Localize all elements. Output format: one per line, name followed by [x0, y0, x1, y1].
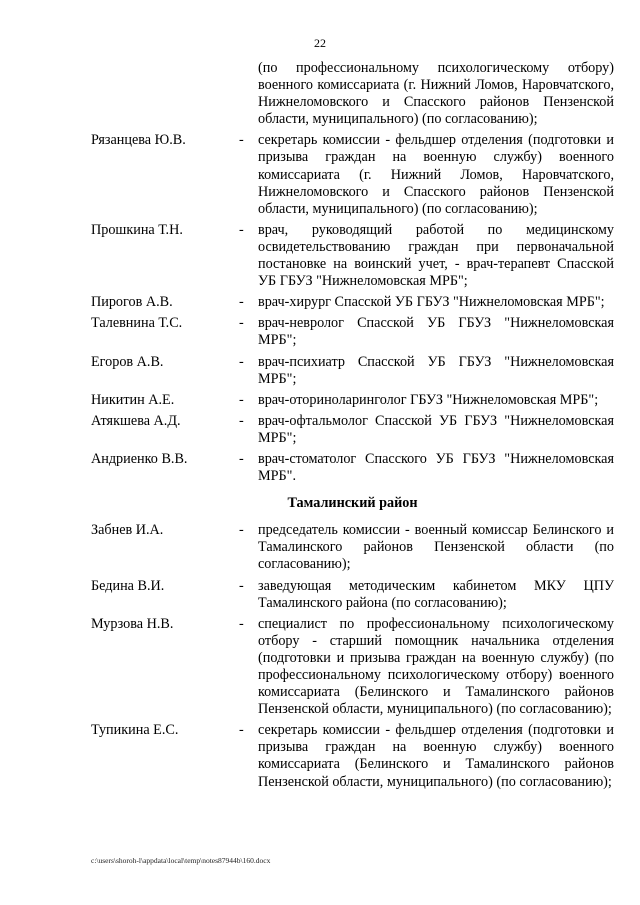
- separator-dash: -: [239, 522, 244, 539]
- separator-dash: -: [239, 315, 244, 332]
- member-name: Егоров А.В.: [91, 353, 164, 370]
- member-name: Бедина В.И.: [91, 577, 165, 594]
- member-role: врач-оториноларинголог ГБУЗ "Нижнеломовская МРБ";: [258, 391, 599, 408]
- member-name: Забнев И.А.: [91, 522, 164, 539]
- list-item: [91, 616, 614, 719]
- member-name: Талевнина Т.С.: [91, 315, 183, 332]
- file-path-footer: c:\users\shoroh-l\appdata\local\temp\notes87944b\160.docx: [91, 856, 271, 865]
- member-role: заведующая методическим кабинетом МКУ ЦПУ Тамалинского района (по согласованию);: [258, 577, 614, 611]
- list-item: [91, 354, 614, 388]
- separator-dash: -: [239, 221, 244, 238]
- separator-dash: -: [239, 450, 244, 467]
- member-name: Тупикина Е.С.: [91, 722, 179, 739]
- separator-dash: -: [239, 294, 244, 311]
- member-name: Пирогов А.В.: [91, 294, 173, 311]
- page-number: 22: [314, 36, 326, 50]
- member-role: врач-невролог Спасской УБ ГБУЗ "Нижнеломовская МРБ";: [258, 315, 614, 349]
- member-role: врач, руководящий работой по медицинскому освидетельствованию граждан при первоначальной постановке на воинский учет, - врач-терапевт Спасской УБ ГБУЗ "Нижнеломовская МРБ";: [258, 221, 614, 290]
- list-item: [91, 222, 614, 290]
- separator-dash: -: [239, 615, 244, 632]
- list-item: [91, 294, 614, 311]
- section-title: Тамалинский район: [287, 495, 418, 512]
- separator-dash: -: [239, 353, 244, 370]
- separator-dash: -: [239, 577, 244, 594]
- member-role: секретарь комиссии - фельдшер отделения (подготовки и призыва граждан на военную службу) военного комиссариата (Белинского и Тамалинского районов Пензенской области, муниципального) (по согласованию);: [258, 722, 614, 790]
- separator-dash: -: [239, 132, 244, 149]
- list-item: [91, 722, 614, 790]
- separator-dash: -: [239, 722, 244, 739]
- list-item: [91, 392, 614, 409]
- separator-dash: -: [239, 391, 244, 408]
- member-role: врач-стоматолог Спасского УБ ГБУЗ "Нижнеломовская МРБ".: [258, 450, 614, 485]
- member-role: председатель комиссии - военный комиссар Белинского и Тамалинского районов Пензенской области (по согласованию);: [258, 522, 614, 573]
- list-item: [91, 132, 614, 217]
- member-name: Прошкина Т.Н.: [91, 221, 183, 238]
- member-role: врач-психиатр Спасской УБ ГБУЗ "Нижнеломовская МРБ";: [258, 353, 614, 387]
- member-role: врач-офтальмолог Спасской УБ ГБУЗ "Нижнеломовская МРБ";: [258, 412, 614, 446]
- member-name: Атякшева А.Д.: [91, 412, 181, 429]
- member-name: Андриенко В.В.: [91, 450, 188, 467]
- member-name: Никитин А.Е.: [91, 391, 175, 408]
- member-role: секретарь комиссии - фельдшер отделения (подготовки и призыва граждан на военную службу) военного комиссариата (г. Нижний Ломов, Наровчатского, Нижнеломовского и Спасского районов Пензенской области, муниципального) (по согласованию);: [258, 132, 614, 217]
- continuation-text: (по профессиональному психологическому отбору) военного комиссариата (г. Нижний Ломов, Наровчатского, Нижнеломовского и Спасского районов Пензенской области, муниципального) (по согласованию);: [258, 60, 614, 128]
- member-name: Рязанцева Ю.В.: [91, 132, 186, 149]
- member-role: специалист по профессиональному психологическому отбору - старший помощник начальника отделения (подготовки и призыва граждан на военную службу) (по профессиональному психологическому отбору) военного комиссариата (Белинского и Тамалинского районов Пензенской области, муниципального) (по согласованию);: [258, 615, 614, 718]
- list-item: [91, 413, 614, 447]
- document-body: [91, 60, 614, 795]
- member-name: Мурзова Н.В.: [91, 615, 174, 632]
- separator-dash: -: [239, 412, 244, 429]
- list-item: [91, 451, 614, 485]
- list-item: [91, 522, 614, 573]
- member-role: врач-хирург Спасской УБ ГБУЗ "Нижнеломовская МРБ";: [258, 294, 605, 311]
- list-item: [91, 315, 614, 349]
- list-item: [91, 578, 614, 612]
